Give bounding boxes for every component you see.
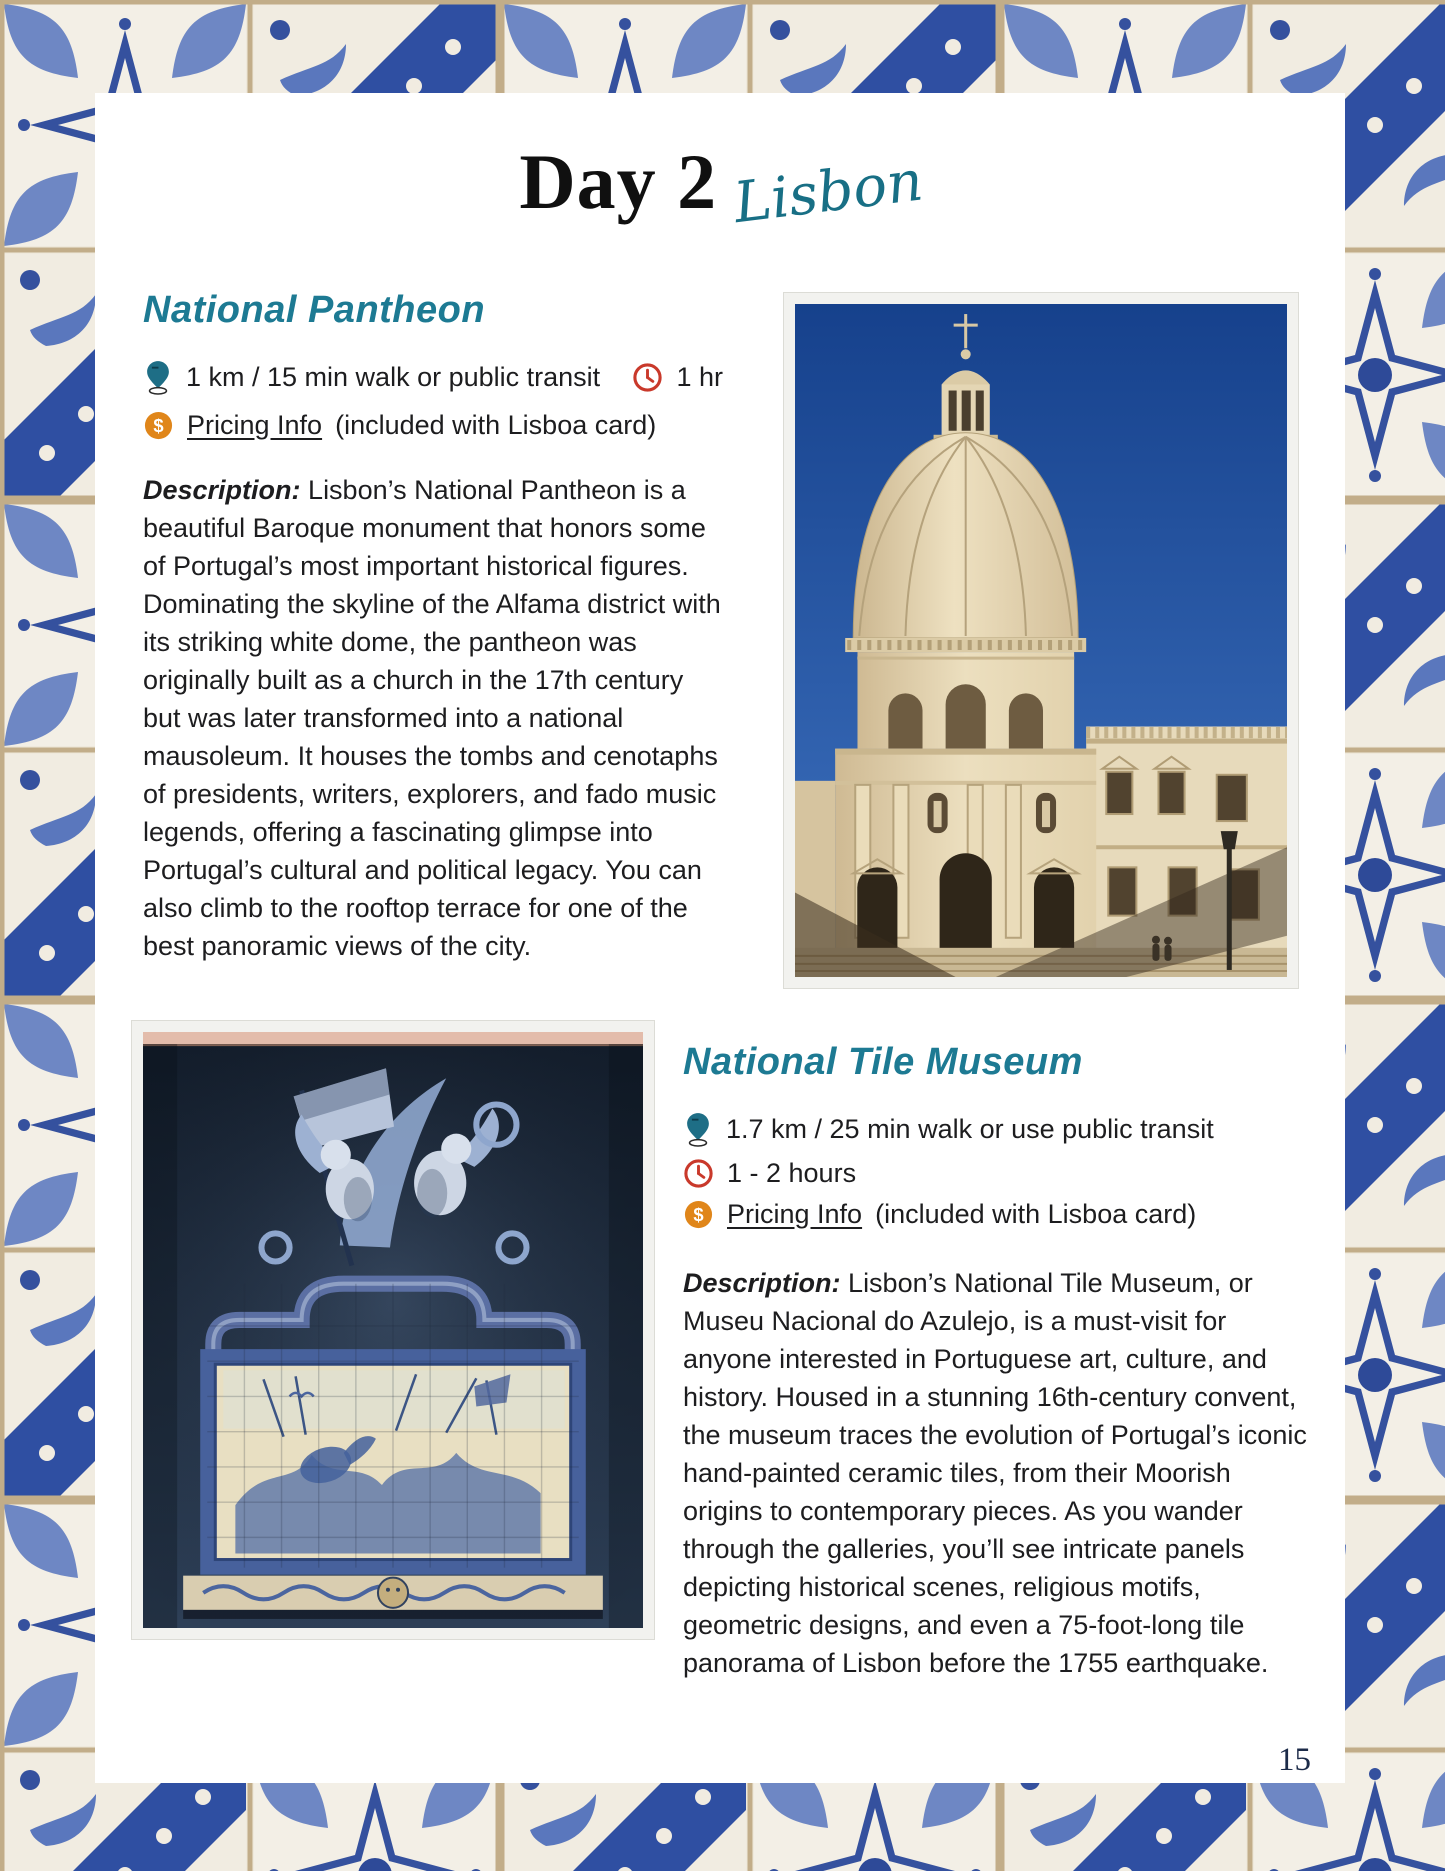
section-national-tile-museum: [683, 1041, 1307, 1682]
location-pin-icon: [143, 359, 173, 396]
page-number: 15: [1278, 1742, 1311, 1778]
svg-text:$: $: [153, 414, 164, 436]
dollar-circle-icon: [143, 410, 174, 441]
section-heading: National Pantheon: [143, 289, 486, 331]
section-heading: National Tile Museum: [683, 1041, 1083, 1083]
meta-row: [143, 359, 723, 396]
description-label: Description:: [143, 474, 301, 505]
pricing-note: (included with Lisboa card): [875, 1198, 1197, 1229]
description-label: Description:: [683, 1267, 841, 1298]
national-pantheon-photo: [783, 292, 1299, 989]
day-title: Day 2: [519, 138, 718, 225]
pricing-note: (included with Lisboa card): [335, 409, 657, 440]
meta-row: [683, 1158, 1307, 1189]
dollar-circle-icon: [683, 1199, 714, 1230]
city-script-title: Lisbon: [730, 148, 927, 237]
duration-text: 1 hr: [676, 361, 723, 392]
description-text: Lisbon’s National Tile Museum, or Museu Nacional do Azulejo, is a must-visit for anyone interested in Portuguese art, culture, and history. Housed in a stunning 16th-century convent, the museum traces the evolution of Portugal’s iconic hand-painted ceramic tiles, from their Moorish origins to contemporary pieces. As you wander through the galleries, you’ll see intricate panels depicting historical scenes, religious motifs, geometric designs, and even a 75-foot-long tile panorama of Lisbon before the 1755 earthquake.: [683, 1267, 1307, 1678]
content-card: [95, 93, 1345, 1783]
meta-row: [683, 1111, 1307, 1148]
pricing-info-link[interactable]: Pricing Info: [187, 409, 323, 440]
clock-icon: [683, 1158, 714, 1189]
description-text: Lisbon’s National Pantheon is a beautiful Baroque monument that honors some of Portugal’s most important historical figures. Dominating the skyline of the Alfama district with its striking white dome, the pantheon was originally built as a church in the 17th century but was later transformed into a national mausoleum. It houses the tombs and cenotaphs of presidents, writers, explorers, and fado music legends, offering a fascinating glimpse into Portugal’s cultural and political legacy. You can also climb to the rooftop terrace for one of the best panoramic views of the city.: [143, 474, 721, 961]
clock-icon: [632, 362, 663, 393]
description-paragraph: [143, 471, 723, 965]
meta-row: [683, 1199, 1307, 1230]
duration-text: 1 - 2 hours: [727, 1157, 857, 1188]
svg-text:$: $: [693, 1203, 704, 1225]
distance-text: 1.7 km / 25 min walk or use public transit: [726, 1113, 1214, 1144]
pricing-info-link[interactable]: Pricing Info: [727, 1198, 863, 1229]
meta-row: [143, 410, 723, 441]
tile-panel-photo: [131, 1020, 655, 1640]
distance-text: 1 km / 15 min walk or public transit: [186, 361, 601, 392]
section-national-pantheon: [143, 289, 723, 965]
page-title: [95, 138, 1345, 237]
location-pin-icon: [683, 1111, 713, 1148]
description-paragraph: [683, 1264, 1307, 1682]
